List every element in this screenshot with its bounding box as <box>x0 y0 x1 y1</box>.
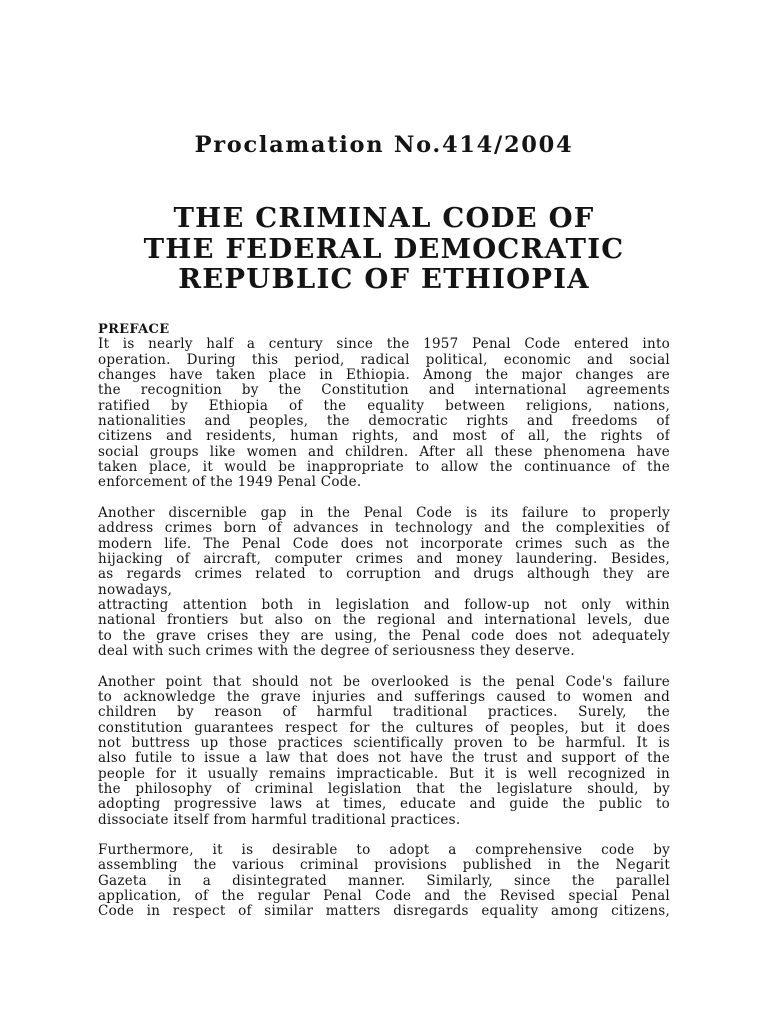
proclamation-number: Proclamation No.414/2004 <box>194 132 574 158</box>
text-line: application, of the regular Penal Code and the Revised special Penal <box>98 889 670 905</box>
preface-paragraph-1 <box>98 337 670 490</box>
text-line: nowadays, <box>98 582 173 598</box>
text-line: hijacking of aircraft, computer crimes and money laundering. Besides, <box>98 551 670 567</box>
title-line: REPUBLIC OF ETHIOPIA <box>178 263 590 295</box>
text-line: It is nearly half a century since the 1957 Penal Code entered into <box>98 337 670 353</box>
text-line: enforcement of the 1949 Penal Code. <box>98 475 362 491</box>
text-line: also futile to issue a law that does not have the trust and support of the <box>98 751 670 767</box>
text-line: social groups like women and children. After all these phenomena have <box>98 444 670 460</box>
text-line: citizens and residents, human rights, and most of all, the rights of <box>98 429 670 445</box>
text-line: not buttress up those practices scientifically proven to be harmful. It is <box>98 735 670 751</box>
text-line: constitution guarantees respect for the cultures of peoples, but it does <box>98 720 670 736</box>
text-line: to the grave crises they are using, the Penal code does not adequately <box>98 628 670 644</box>
document-title <box>0 203 768 295</box>
text-line: children by reason of harmful traditional practices. Surely, the <box>98 705 670 721</box>
text-line: address crimes born of advances in technology and the complexities of <box>98 521 670 537</box>
text-line: Gazeta in a disintegrated manner. Similarly, since the parallel <box>98 873 670 889</box>
text-line: ratified by Ethiopia of the equality between religions, nations, <box>98 398 670 414</box>
text-line: nationalities and peoples, the democratic rights and freedoms of <box>98 413 670 429</box>
text-line: taken place, it would be inappropriate to allow the continuance of the <box>98 459 670 475</box>
text-line: to acknowledge the grave injuries and sufferings caused to women and <box>98 689 670 705</box>
text-line: national frontiers but also on the regional and international levels, due <box>98 613 670 629</box>
text-line: modern life. The Penal Code does not incorporate crimes such as the <box>98 536 670 552</box>
text-line: as regards crimes related to corruption and drugs although they are <box>98 567 670 583</box>
text-line: attracting attention both in legislation and follow-up not only within <box>98 597 670 613</box>
text-line: Furthermore, it is desirable to adopt a comprehensive code by <box>98 843 670 859</box>
text-line: Code in respect of similar matters disregards equality among citizens, <box>98 904 670 920</box>
text-line: deal with such crimes with the degree of seriousness they deserve. <box>98 643 575 659</box>
text-line: the recognition by the Constitution and international agreements <box>98 383 670 399</box>
text-line: dissociate itself from harmful traditional practices. <box>98 812 461 828</box>
title-line: THE CRIMINAL CODE OF <box>173 202 595 234</box>
preface-paragraph-3 <box>98 675 670 828</box>
text-line: adopting progressive laws at times, educate and guide the public to <box>98 797 670 813</box>
text-line: Another point that should not be overlooked is the penal Code's failure <box>98 674 670 690</box>
title-line: THE FEDERAL DEMOCRATIC <box>143 232 625 265</box>
text-line: changes have taken place in Ethiopia. Among the major changes are <box>98 367 670 383</box>
text-line: assembling the various criminal provisions published in the Negarit <box>98 858 670 874</box>
preface-paragraph-2 <box>98 506 670 659</box>
text-line: people for it usually remains impracticable. But it is well recognized in <box>98 766 670 782</box>
text-line: the philosophy of criminal legislation that the legislature should, by <box>98 781 670 797</box>
text-line: operation. During this period, radical political, economic and social <box>98 352 670 368</box>
preface-paragraph-4 <box>98 843 670 920</box>
preface-section <box>98 322 670 920</box>
section-heading: PREFACE <box>98 322 170 337</box>
text-line: Another discernible gap in the Penal Code is its failure to properly <box>98 505 670 521</box>
